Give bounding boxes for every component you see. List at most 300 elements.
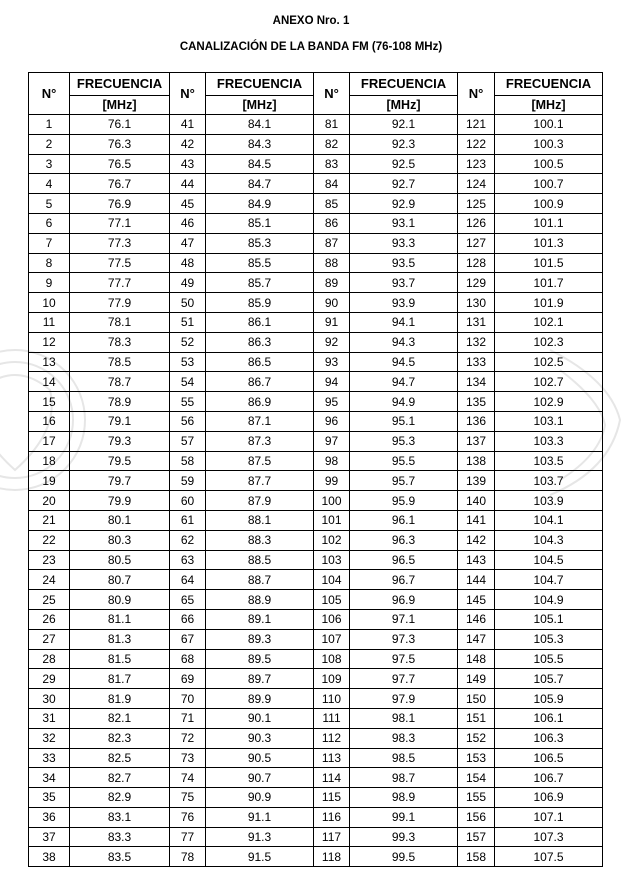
channel-number-cell: 113 [314,748,350,768]
fm-channel-table [28,72,603,867]
channel-number-cell: 82 [314,134,350,154]
channel-number-cell: 146 [458,609,495,629]
channel-number-cell: 4 [29,174,70,194]
channel-number-cell: 143 [458,550,495,570]
frequency-cell: 103.1 [495,411,603,431]
frequency-cell: 79.3 [70,431,170,451]
channel-number-cell: 83 [314,154,350,174]
table-row [29,491,603,511]
frequency-cell: 76.9 [70,194,170,214]
frequency-cell: 81.3 [70,629,170,649]
channel-number-cell: 54 [170,372,206,392]
frequency-cell: 88.3 [206,530,314,550]
table-row [29,174,603,194]
frequency-cell: 95.5 [350,451,458,471]
channel-number-cell: 127 [458,233,495,253]
channel-number-cell: 73 [170,748,206,768]
channel-number-cell: 138 [458,451,495,471]
channel-number-cell: 110 [314,689,350,709]
channel-number-cell: 117 [314,827,350,847]
table-row [29,392,603,412]
channel-number-cell: 81 [314,115,350,135]
frequency-cell: 76.3 [70,134,170,154]
channel-number-cell: 140 [458,491,495,511]
channel-number-cell: 28 [29,649,70,669]
channel-number-cell: 9 [29,273,70,293]
frequency-cell: 92.5 [350,154,458,174]
frequency-cell: 106.1 [495,708,603,728]
frequency-cell: 78.9 [70,392,170,412]
channel-number-cell: 76 [170,807,206,827]
frequency-cell: 98.5 [350,748,458,768]
frequency-cell: 92.9 [350,194,458,214]
frequency-cell: 92.1 [350,115,458,135]
channel-number-cell: 108 [314,649,350,669]
frequency-cell: 91.1 [206,807,314,827]
frequency-cell: 85.5 [206,253,314,273]
table-row [29,233,603,253]
frequency-cell: 89.9 [206,689,314,709]
table-row [29,253,603,273]
channel-number-cell: 152 [458,728,495,748]
frequency-cell: 106.3 [495,728,603,748]
channel-number-cell: 12 [29,332,70,352]
channel-number-cell: 93 [314,352,350,372]
frequency-cell: 102.5 [495,352,603,372]
channel-number-cell: 42 [170,134,206,154]
channel-number-cell: 157 [458,827,495,847]
frequency-cell: 97.5 [350,649,458,669]
frequency-cell: 101.1 [495,213,603,233]
channel-number-cell: 41 [170,115,206,135]
column-header-frequency: FRECUENCIA [206,73,314,96]
channel-number-cell: 85 [314,194,350,214]
channel-number-cell: 6 [29,213,70,233]
table-row [29,510,603,530]
channel-number-cell: 156 [458,807,495,827]
channel-number-cell: 88 [314,253,350,273]
frequency-cell: 82.7 [70,768,170,788]
frequency-cell: 76.7 [70,174,170,194]
table-row [29,649,603,669]
frequency-cell: 96.5 [350,550,458,570]
channel-number-cell: 149 [458,669,495,689]
channel-number-cell: 3 [29,154,70,174]
frequency-cell: 96.9 [350,590,458,610]
channel-number-cell: 55 [170,392,206,412]
channel-number-cell: 129 [458,273,495,293]
frequency-cell: 100.9 [495,194,603,214]
frequency-cell: 97.9 [350,689,458,709]
channel-number-cell: 58 [170,451,206,471]
frequency-cell: 102.1 [495,312,603,332]
table-row [29,708,603,728]
channel-number-cell: 87 [314,233,350,253]
channel-number-cell: 139 [458,471,495,491]
frequency-cell: 92.7 [350,174,458,194]
table-row [29,273,603,293]
frequency-cell: 88.5 [206,550,314,570]
frequency-cell: 81.9 [70,689,170,709]
frequency-cell: 86.3 [206,332,314,352]
frequency-cell: 93.3 [350,233,458,253]
frequency-cell: 90.9 [206,788,314,808]
frequency-cell: 101.3 [495,233,603,253]
document-title: CANALIZACIÓN DE LA BANDA FM (76-108 MHz) [179,41,443,53]
frequency-cell: 81.7 [70,669,170,689]
frequency-cell: 107.3 [495,827,603,847]
channel-number-cell: 45 [170,194,206,214]
channel-number-cell: 17 [29,431,70,451]
channel-number-cell: 78 [170,847,206,867]
frequency-cell: 105.3 [495,629,603,649]
frequency-cell: 82.9 [70,788,170,808]
channel-number-cell: 141 [458,510,495,530]
frequency-cell: 93.9 [350,293,458,313]
frequency-cell: 89.3 [206,629,314,649]
channel-number-cell: 74 [170,768,206,788]
frequency-cell: 87.7 [206,471,314,491]
channel-number-cell: 47 [170,233,206,253]
frequency-cell: 100.5 [495,154,603,174]
frequency-cell: 98.9 [350,788,458,808]
channel-number-cell: 53 [170,352,206,372]
frequency-cell: 105.5 [495,649,603,669]
channel-number-cell: 68 [170,649,206,669]
frequency-cell: 93.5 [350,253,458,273]
frequency-cell: 79.7 [70,471,170,491]
channel-number-cell: 7 [29,233,70,253]
frequency-cell: 88.9 [206,590,314,610]
channel-number-cell: 10 [29,293,70,313]
frequency-cell: 94.7 [350,372,458,392]
channel-number-cell: 91 [314,312,350,332]
frequency-cell: 85.7 [206,273,314,293]
frequency-cell: 100.7 [495,174,603,194]
frequency-cell: 77.7 [70,273,170,293]
frequency-cell: 76.5 [70,154,170,174]
channel-number-cell: 150 [458,689,495,709]
column-header-number: N° [29,73,70,115]
channel-number-cell: 2 [29,134,70,154]
channel-number-cell: 97 [314,431,350,451]
frequency-cell: 91.5 [206,847,314,867]
frequency-cell: 89.5 [206,649,314,669]
channel-number-cell: 51 [170,312,206,332]
frequency-cell: 104.9 [495,590,603,610]
frequency-cell: 100.1 [495,115,603,135]
frequency-cell: 83.3 [70,827,170,847]
channel-number-cell: 92 [314,332,350,352]
table-row [29,332,603,352]
frequency-cell: 88.1 [206,510,314,530]
channel-number-cell: 35 [29,788,70,808]
frequency-cell: 77.1 [70,213,170,233]
frequency-cell: 81.1 [70,609,170,629]
frequency-cell: 92.3 [350,134,458,154]
channel-number-cell: 128 [458,253,495,273]
annex-title: ANEXO Nro. 1 [272,15,350,27]
channel-number-cell: 67 [170,629,206,649]
frequency-cell: 89.7 [206,669,314,689]
frequency-cell: 98.3 [350,728,458,748]
channel-number-cell: 48 [170,253,206,273]
table-row [29,669,603,689]
frequency-cell: 90.3 [206,728,314,748]
frequency-cell: 91.3 [206,827,314,847]
frequency-cell: 76.1 [70,115,170,135]
channel-number-cell: 69 [170,669,206,689]
frequency-cell: 89.1 [206,609,314,629]
table-row [29,312,603,332]
frequency-cell: 86.7 [206,372,314,392]
channel-number-cell: 60 [170,491,206,511]
frequency-cell: 94.1 [350,312,458,332]
frequency-cell: 84.9 [206,194,314,214]
table-row [29,213,603,233]
frequency-cell: 78.5 [70,352,170,372]
frequency-cell: 93.1 [350,213,458,233]
frequency-cell: 100.3 [495,134,603,154]
frequency-cell: 101.7 [495,273,603,293]
channel-number-cell: 133 [458,352,495,372]
frequency-cell: 77.5 [70,253,170,273]
channel-number-cell: 65 [170,590,206,610]
table-row [29,530,603,550]
channel-number-cell: 154 [458,768,495,788]
channel-number-cell: 66 [170,609,206,629]
table-row [29,115,603,135]
frequency-cell: 77.9 [70,293,170,313]
frequency-cell: 80.1 [70,510,170,530]
frequency-cell: 95.9 [350,491,458,511]
table-row [29,748,603,768]
frequency-cell: 84.1 [206,115,314,135]
channel-number-cell: 134 [458,372,495,392]
table-row [29,154,603,174]
column-header-unit: [MHz] [70,96,170,115]
channel-number-cell: 34 [29,768,70,788]
frequency-cell: 94.9 [350,392,458,412]
frequency-cell: 86.5 [206,352,314,372]
frequency-cell: 96.7 [350,570,458,590]
channel-number-cell: 44 [170,174,206,194]
frequency-cell: 102.7 [495,372,603,392]
frequency-cell: 99.1 [350,807,458,827]
channel-number-cell: 95 [314,392,350,412]
frequency-cell: 103.3 [495,431,603,451]
frequency-cell: 102.3 [495,332,603,352]
frequency-cell: 79.9 [70,491,170,511]
channel-number-cell: 49 [170,273,206,293]
frequency-cell: 105.9 [495,689,603,709]
channel-number-cell: 124 [458,174,495,194]
channel-number-cell: 102 [314,530,350,550]
frequency-cell: 97.1 [350,609,458,629]
table-row [29,293,603,313]
channel-number-cell: 98 [314,451,350,471]
channel-number-cell: 16 [29,411,70,431]
frequency-cell: 105.1 [495,609,603,629]
frequency-cell: 82.5 [70,748,170,768]
channel-number-cell: 147 [458,629,495,649]
frequency-cell: 104.3 [495,530,603,550]
channel-number-cell: 11 [29,312,70,332]
channel-number-cell: 145 [458,590,495,610]
channel-number-cell: 5 [29,194,70,214]
channel-number-cell: 103 [314,550,350,570]
channel-number-cell: 96 [314,411,350,431]
channel-number-cell: 22 [29,530,70,550]
channel-number-cell: 24 [29,570,70,590]
frequency-cell: 83.1 [70,807,170,827]
frequency-cell: 82.3 [70,728,170,748]
channel-number-cell: 72 [170,728,206,748]
channel-number-cell: 59 [170,471,206,491]
frequency-cell: 93.7 [350,273,458,293]
channel-number-cell: 70 [170,689,206,709]
frequency-cell: 96.1 [350,510,458,530]
channel-number-cell: 131 [458,312,495,332]
channel-number-cell: 106 [314,609,350,629]
frequency-cell: 104.7 [495,570,603,590]
frequency-cell: 94.3 [350,332,458,352]
frequency-cell: 80.9 [70,590,170,610]
frequency-cell: 86.1 [206,312,314,332]
channel-number-cell: 84 [314,174,350,194]
frequency-cell: 87.1 [206,411,314,431]
table-row [29,689,603,709]
column-header-frequency: FRECUENCIA [495,73,603,96]
channel-number-cell: 118 [314,847,350,867]
frequency-cell: 106.9 [495,788,603,808]
table-row [29,411,603,431]
channel-number-cell: 15 [29,392,70,412]
table-row [29,768,603,788]
frequency-cell: 104.5 [495,550,603,570]
table-row [29,728,603,748]
channel-number-cell: 142 [458,530,495,550]
frequency-cell: 103.7 [495,471,603,491]
table-row [29,550,603,570]
frequency-cell: 103.9 [495,491,603,511]
channel-number-cell: 21 [29,510,70,530]
frequency-cell: 87.9 [206,491,314,511]
frequency-cell: 79.5 [70,451,170,471]
channel-number-cell: 75 [170,788,206,808]
frequency-cell: 105.7 [495,669,603,689]
table-row [29,431,603,451]
table-row [29,451,603,471]
channel-number-cell: 50 [170,293,206,313]
channel-number-cell: 19 [29,471,70,491]
frequency-cell: 99.3 [350,827,458,847]
table-row [29,570,603,590]
table-row [29,471,603,491]
frequency-cell: 107.5 [495,847,603,867]
channel-number-cell: 77 [170,827,206,847]
channel-number-cell: 132 [458,332,495,352]
channel-number-cell: 111 [314,708,350,728]
channel-number-cell: 158 [458,847,495,867]
frequency-cell: 84.3 [206,134,314,154]
frequency-cell: 104.1 [495,510,603,530]
channel-number-cell: 43 [170,154,206,174]
channel-number-cell: 64 [170,570,206,590]
frequency-cell: 102.9 [495,392,603,412]
channel-number-cell: 8 [29,253,70,273]
frequency-cell: 95.7 [350,471,458,491]
frequency-cell: 84.7 [206,174,314,194]
channel-number-cell: 23 [29,550,70,570]
frequency-cell: 85.9 [206,293,314,313]
frequency-cell: 90.7 [206,768,314,788]
channel-number-cell: 61 [170,510,206,530]
frequency-cell: 82.1 [70,708,170,728]
column-header-number: N° [314,73,350,115]
channel-number-cell: 107 [314,629,350,649]
channel-number-cell: 130 [458,293,495,313]
frequency-cell: 86.9 [206,392,314,412]
table-row [29,194,603,214]
channel-number-cell: 109 [314,669,350,689]
column-header-unit: [MHz] [206,96,314,115]
channel-number-cell: 57 [170,431,206,451]
frequency-cell: 97.7 [350,669,458,689]
frequency-cell: 83.5 [70,847,170,867]
frequency-cell: 78.3 [70,332,170,352]
frequency-cell: 101.5 [495,253,603,273]
channel-number-cell: 26 [29,609,70,629]
channel-number-cell: 89 [314,273,350,293]
frequency-cell: 80.3 [70,530,170,550]
channel-number-cell: 99 [314,471,350,491]
table-row [29,827,603,847]
frequency-cell: 87.5 [206,451,314,471]
channel-number-cell: 38 [29,847,70,867]
channel-number-cell: 100 [314,491,350,511]
frequency-cell: 98.1 [350,708,458,728]
channel-number-cell: 86 [314,213,350,233]
channel-number-cell: 37 [29,827,70,847]
channel-number-cell: 20 [29,491,70,511]
table-row [29,609,603,629]
column-header-unit: [MHz] [350,96,458,115]
channel-number-cell: 71 [170,708,206,728]
frequency-cell: 94.5 [350,352,458,372]
frequency-cell: 106.7 [495,768,603,788]
column-header-frequency: FRECUENCIA [350,73,458,96]
channel-number-cell: 56 [170,411,206,431]
frequency-cell: 78.1 [70,312,170,332]
channel-number-cell: 123 [458,154,495,174]
frequency-cell: 97.3 [350,629,458,649]
channel-number-cell: 116 [314,807,350,827]
channel-number-cell: 115 [314,788,350,808]
frequency-cell: 98.7 [350,768,458,788]
table-row [29,847,603,867]
channel-number-cell: 153 [458,748,495,768]
channel-number-cell: 1 [29,115,70,135]
channel-number-cell: 105 [314,590,350,610]
frequency-cell: 88.7 [206,570,314,590]
table-row [29,629,603,649]
column-header-frequency: FRECUENCIA [70,73,170,96]
frequency-cell: 95.3 [350,431,458,451]
channel-number-cell: 94 [314,372,350,392]
frequency-cell: 84.5 [206,154,314,174]
channel-number-cell: 90 [314,293,350,313]
